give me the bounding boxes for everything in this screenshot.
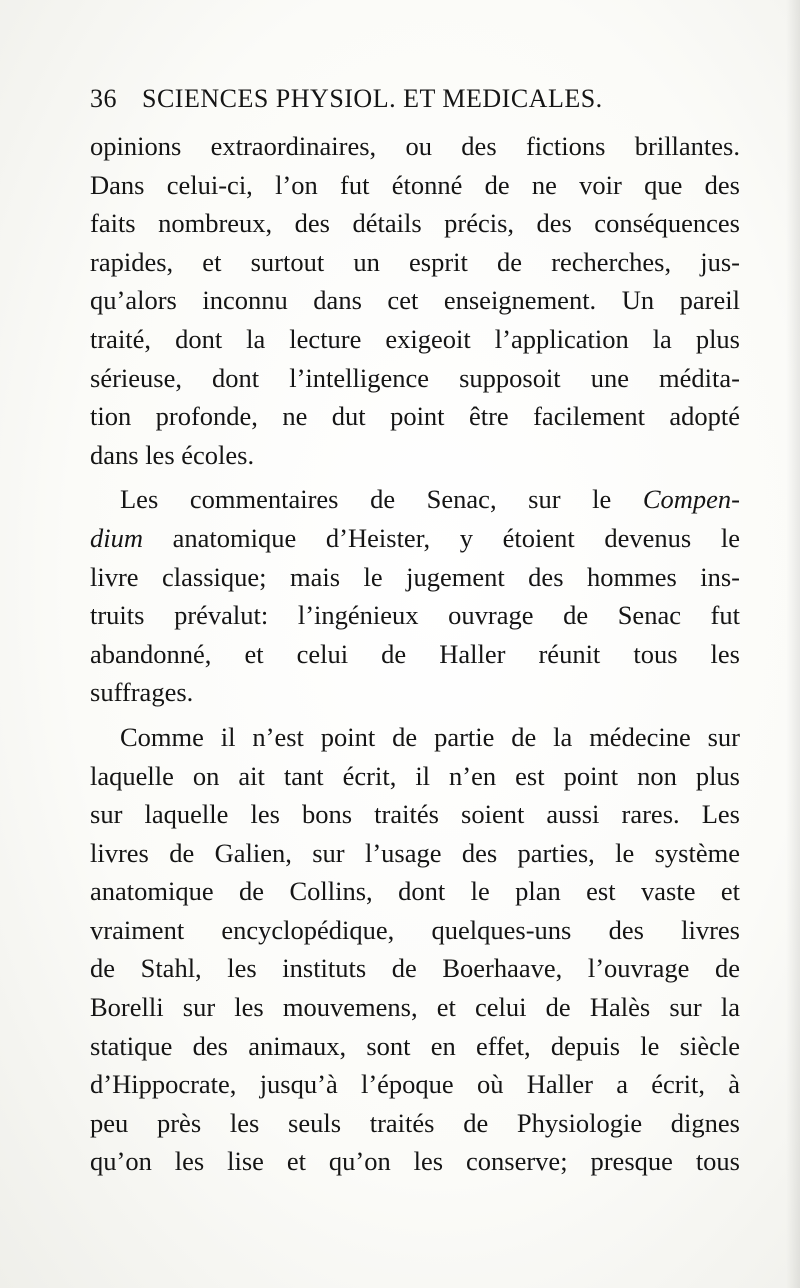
page-edge-shadow — [786, 0, 800, 1288]
text-segment: Les commentaires de Senac, sur le — [120, 484, 643, 515]
text-line: statique des animaux, sont en effet, depuis le siècle — [90, 1030, 740, 1061]
italic-segment: Compen- — [642, 484, 740, 515]
text-line: de Stahl, les instituts de Boerhaave, l’ouvrage de — [90, 953, 740, 984]
text-line: sérieuse, dont l’intelligence supposoit une médita- — [90, 362, 740, 393]
text-line: livre classique; mais le jugement des hommes ins- — [90, 561, 740, 592]
text-line: livres de Galien, sur l’usage des parties, le système — [90, 837, 740, 868]
page-number: 36 — [90, 84, 117, 113]
text-line: dans les écoles. — [90, 439, 255, 470]
text-line: rapides, et surtout un esprit de recherches, jus- — [90, 246, 740, 277]
text-segment: anatomique d’Heister, y étoient devenus le — [143, 522, 740, 553]
text-line: qu’alors inconnu dans cet enseignement. Un pareil — [90, 285, 740, 316]
text-line: tion profonde, ne dut point être facilement adopté — [90, 401, 740, 432]
text-line: truits prévalut: l’ingénieux ouvrage de Senac fut — [90, 600, 740, 631]
text-line: suffrages. — [90, 677, 194, 708]
text-line: laquelle on ait tant écrit, il n’en est point non plus — [90, 760, 740, 791]
text-line: vraiment encyclopédique, quelques-uns des livres — [90, 914, 740, 945]
running-title: SCIENCES PHYSIOL. ET MEDICALES. — [142, 84, 603, 113]
text-line: peu près les seuls traités de Physiologie dignes — [90, 1107, 740, 1138]
text-line: Comme il n’est point de partie de la médecine sur — [120, 721, 740, 752]
text-line: anatomique de Collins, dont le plan est vaste et — [90, 876, 740, 907]
text-line: qu’on les lise et qu’on les conserve; presque tous — [90, 1146, 740, 1177]
text-line: Dans celui-ci, l’on fut étonné de ne voir que des — [90, 169, 740, 200]
body-text — [90, 127, 740, 1181]
text-line: abandonné, et celui de Haller réunit tous les — [90, 638, 740, 669]
paragraph-2 — [90, 480, 740, 712]
text-line: traité, dont la lecture exigeoit l’application la plus — [90, 323, 740, 354]
text-line-with-italic — [90, 519, 740, 558]
italic-segment: dium — [90, 522, 143, 553]
text-line: Borelli sur les mouvemens, et celui de Halès sur la — [90, 992, 740, 1023]
paragraph-1 — [90, 127, 740, 474]
text-line: sur laquelle les bons traités soient aussi rares. Les — [90, 799, 740, 830]
running-header — [90, 84, 710, 124]
paragraph-3 — [90, 718, 740, 1181]
text-line-with-italic — [90, 480, 740, 519]
text-line: d’Hippocrate, jusqu’à l’époque où Haller a écrit, à — [90, 1069, 740, 1100]
text-line: faits nombreux, des détails précis, des conséquences — [90, 208, 740, 239]
text-line: opinions extraordinaires, ou des fictions brillantes. — [90, 131, 740, 161]
